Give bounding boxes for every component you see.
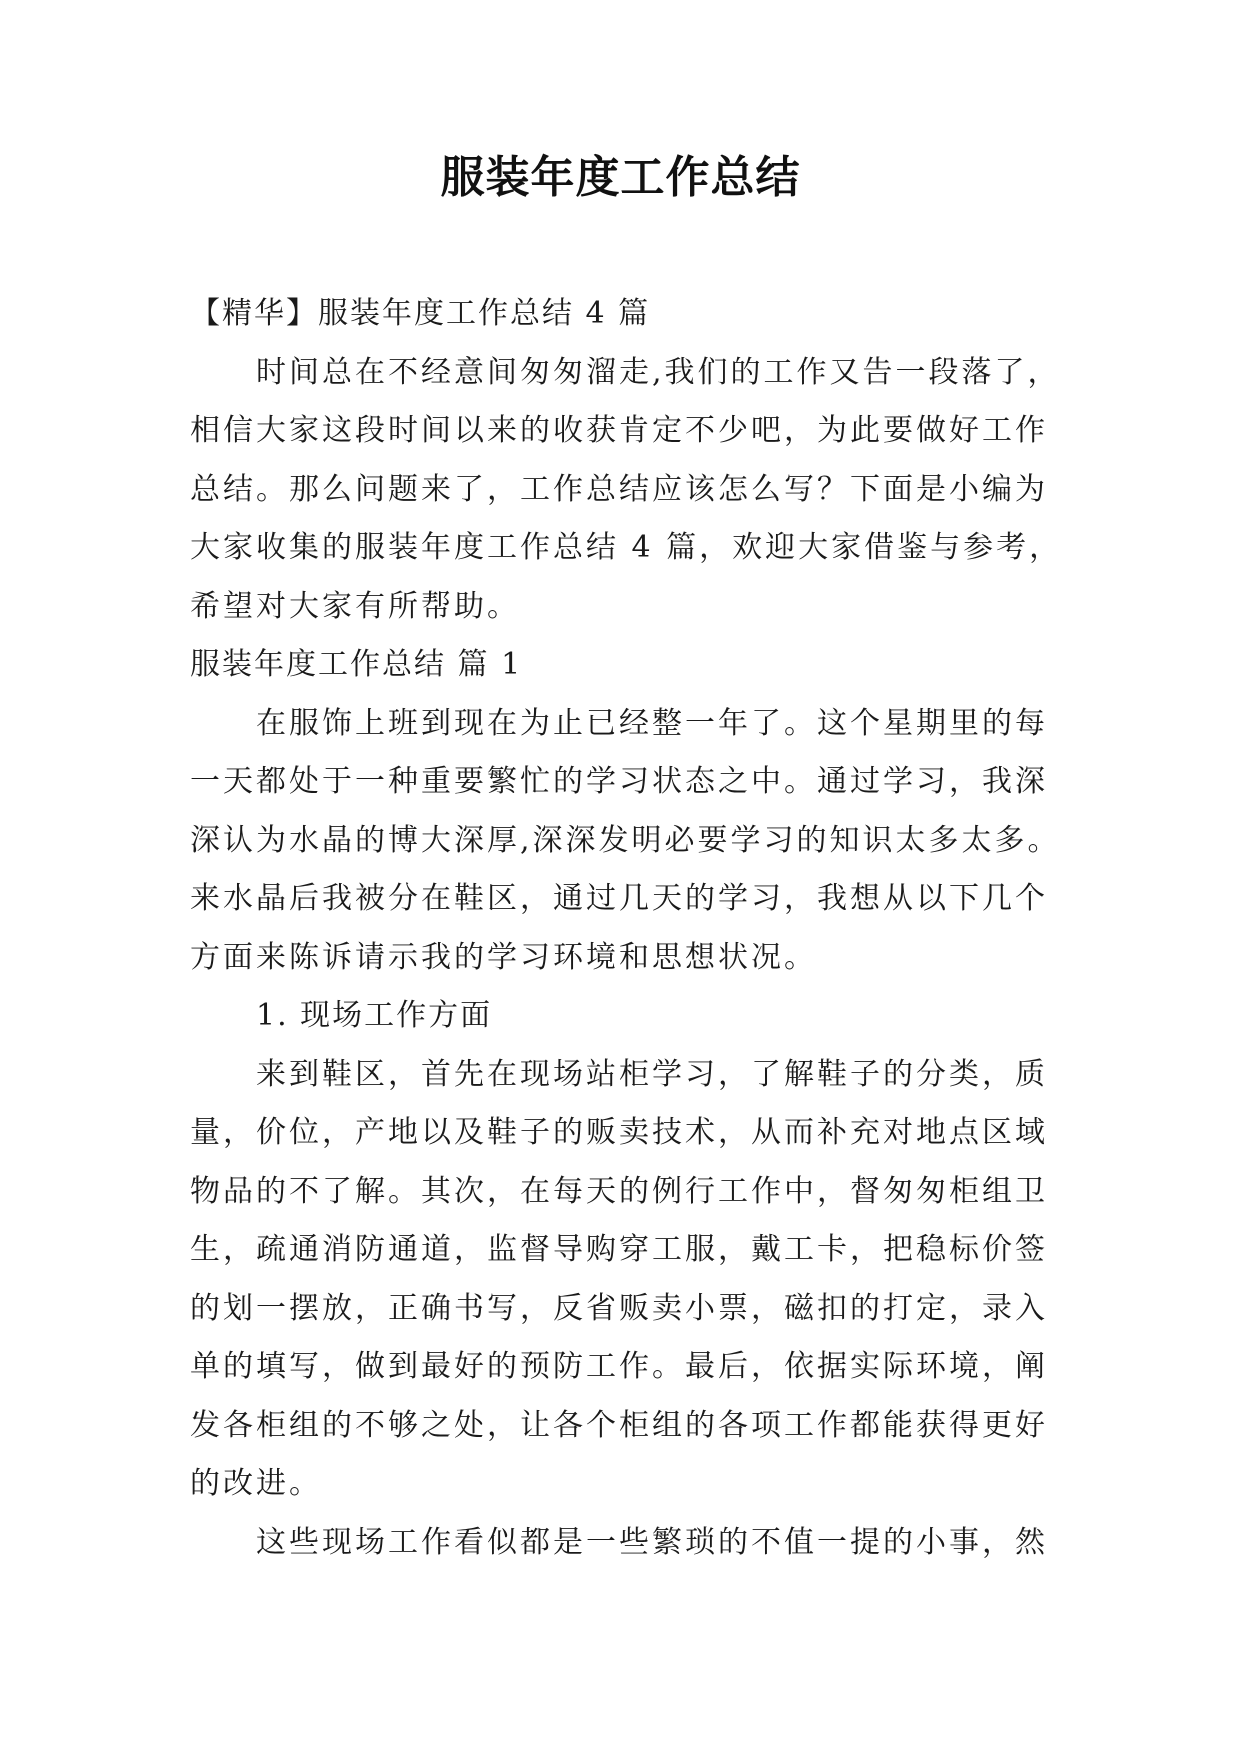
document-body — [190, 285, 1070, 1572]
section-heading: 服装年度工作总结 篇 1 — [190, 647, 523, 682]
document-title: 服装年度工作总结 — [440, 152, 801, 203]
body-paragraph: 来到鞋区，首先在现场站柜学习，了解鞋子的分类，质量，价位，产地以及鞋子的贩卖技术，从而补充对地点区域物品的不了解。其次，在每天的例行工作中，督匆匆柜组卫生，疏通消防通道，监督导购穿工服，戴工卡，把稳标价签的划一摆放，正确书写，反省贩卖小票，磁扣的打定，录入单的填写，做到最好的预防工作。最后，依据实际环境，阐发各柜组的不够之处，让各个柜组的各项工作都能获得更好的改进。 — [190, 1056, 1048, 1501]
intro-paragraph: 时间总在不经意间匆匆溜走,我们的工作又告一段落了，相信大家这段时间以来的收获肯定不少吧，为此要做好工作总结。那么问题来了，工作总结应该怎么写？下面是小编为大家收集的服装年度工作总结 4 篇，欢迎大家借鉴与参考，希望对大家有所帮助。 — [190, 354, 1063, 624]
item-heading: 1. 现场工作方面 — [256, 998, 493, 1033]
body-paragraph: 在服饰上班到现在为止已经整一年了。这个星期里的每一天都处于一种重要繁忙的学习状态之中。通过学习，我深深认为水晶的博大深厚,深深发明必要学习的知识太多太多。来水晶后我被分在鞋区，通过几天的学习，我想从以下几个方面来陈诉请示我的学习环境和思想状况。 — [190, 705, 1061, 975]
document-subtitle: 【精华】服装年度工作总结 4 篇 — [190, 296, 651, 331]
body-paragraph: 这些现场工作看似都是一些繁琐的不值一提的小事，然 — [256, 1524, 1048, 1560]
